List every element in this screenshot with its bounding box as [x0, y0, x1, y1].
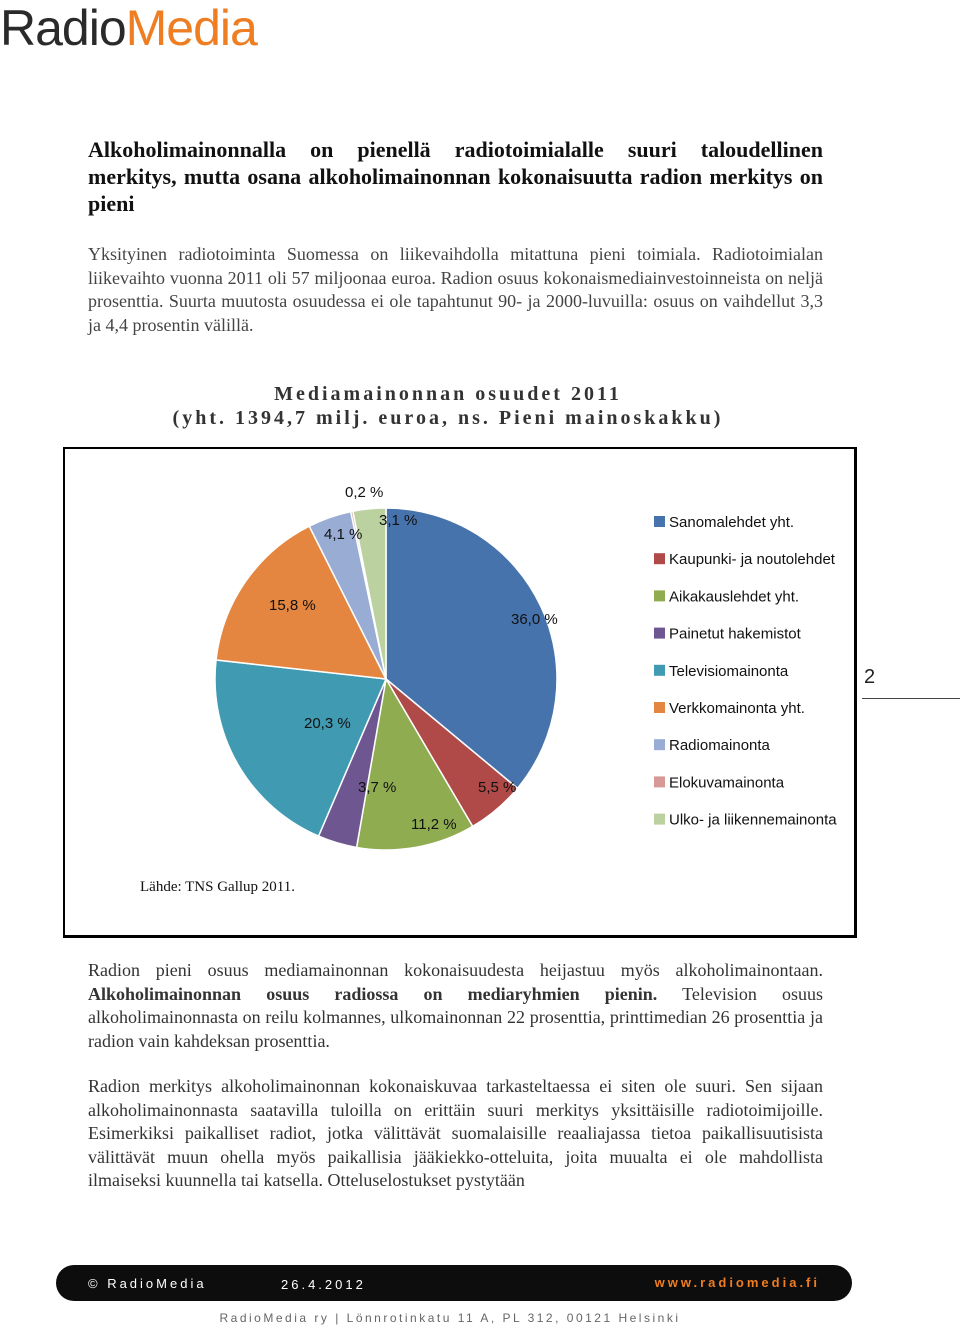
legend-label-6: Radiomainonta — [669, 737, 770, 755]
chart-title — [88, 382, 808, 430]
paragraph-2-start: Radion pieni osuus mediamainonnan kokonaisuudesta heijastuu myös alkoholimainontaan. — [88, 960, 823, 980]
legend-label-3: Painetut hakemistot — [669, 625, 801, 643]
legend-swatch-6 — [654, 739, 665, 750]
legend-swatch-0 — [654, 516, 665, 527]
pie-data-label-3: 3,7 % — [358, 779, 397, 796]
footer-date: 26.4.2012 — [281, 1277, 366, 1292]
legend-label-8: Ulko- ja liikennemainonta — [669, 811, 837, 829]
legend-label-7: Elokuvamainonta — [669, 774, 785, 792]
pie-data-label-0: 36,0 % — [511, 611, 558, 628]
pie-data-label-8: 3,1 % — [379, 512, 418, 529]
pie-data-label-7: 0,2 % — [345, 484, 384, 501]
footer-copyright: © RadioMedia — [88, 1276, 207, 1291]
footer-website-link[interactable]: www.radiomedia.fi — [654, 1275, 820, 1290]
logo-radio: Radio — [0, 0, 126, 56]
pie-chart — [65, 449, 854, 935]
legend-swatch-7 — [654, 776, 665, 787]
article-heading: Alkoholimainonnalla on pienellä radiotoimialalle suuri taloudellinen merkitys, mutta osana alkoholimainonnan kokonaisuutta radion merkitys on pieni — [88, 137, 823, 216]
legend-swatch-2 — [654, 590, 665, 601]
page-number-rule — [862, 698, 960, 699]
legend-swatch-8 — [654, 814, 665, 825]
page-number: 2 — [864, 666, 876, 688]
intro-paragraph: Yksityinen radiotoiminta Suomessa on liikevaihdolla mitattuna pieni toimiala. Radiotoimialan liikevaihto vuonna 2011 oli 57 miljoonaa euroa. Radion osuus kokonaismediainvestoinneista on neljä prosenttia. Suurta muutosta osuudessa ei ole tapahtunut 90- ja 2000-luvuilla: osuus on vaihdellut 3,3 ja 4,4 prosentin välillä. — [88, 244, 823, 335]
footer-address: RadioMedia ry | Lönnrotinkatu 11 A, PL 312, 00121 Helsinki — [219, 1311, 681, 1325]
chart-frame — [63, 447, 857, 938]
legend-swatch-3 — [654, 628, 665, 639]
pie-data-label-4: 20,3 % — [304, 715, 351, 732]
pie-data-label-6: 4,1 % — [324, 526, 363, 543]
chart-source: Lähde: TNS Gallup 2011. — [140, 879, 295, 895]
legend-label-4: Televisiomainonta — [669, 662, 789, 680]
pie-data-label-5: 15,8 % — [269, 597, 316, 614]
chart-title-line1: Mediamainonnan osuudet 2011 — [274, 383, 622, 405]
logo-media: Media — [125, 0, 257, 56]
pie-data-label-1: 5,5 % — [478, 779, 517, 796]
legend-label-2: Aikakauslehdet yht. — [669, 588, 800, 606]
chart-title-line2: (yht. 1394,7 milj. euroa, ns. Pieni mainoskakku) — [172, 407, 724, 429]
paragraph-2-bold: Alkoholimainonnan osuus radiossa on mediaryhmien pienin. — [88, 983, 658, 1004]
paragraph-2 — [88, 959, 823, 1053]
legend-swatch-4 — [654, 665, 665, 676]
paragraph-2-end: Television osuus alkoholimainonnasta on reilu kolmannes, ulkomainonnan 22 prosenttia, printtimedian 26 prosenttia ja radion vain kahdeksan prosenttia. — [88, 983, 823, 1051]
radiomedia-logo — [0, 0, 257, 56]
legend-swatch-5 — [654, 702, 665, 713]
footer-bar — [56, 1265, 852, 1301]
pie-data-label-2: 11,2 % — [411, 816, 457, 833]
legend-label-0: Sanomalehdet yht. — [669, 514, 795, 531]
legend-label-1: Kaupunki- ja noutolehdet — [669, 551, 835, 569]
legend-label-5: Verkkomainonta yht. — [669, 700, 805, 717]
paragraph-3: Radion merkitys alkoholimainonnan kokonaiskuvaa tarkasteltaessa ei siten ole suuri. Sen sijaan alkoholimainonnasta saatavilla tuloilla on erittäin suuri merkitys yksittäisille radiotoimijoille. Esimerkiksi paikalliset radiot, jotka välittävät suomalaisille reaaliajassa tietoa paikallisuutisista välittävät muun ohella myös paikallisia jääkiekko-otteluita, joita muualta ei ole mahdollista ilmaiseksi kuunnella tai katsella. Otteluselostukset pystytään — [88, 1076, 823, 1190]
legend-swatch-1 — [654, 553, 665, 564]
